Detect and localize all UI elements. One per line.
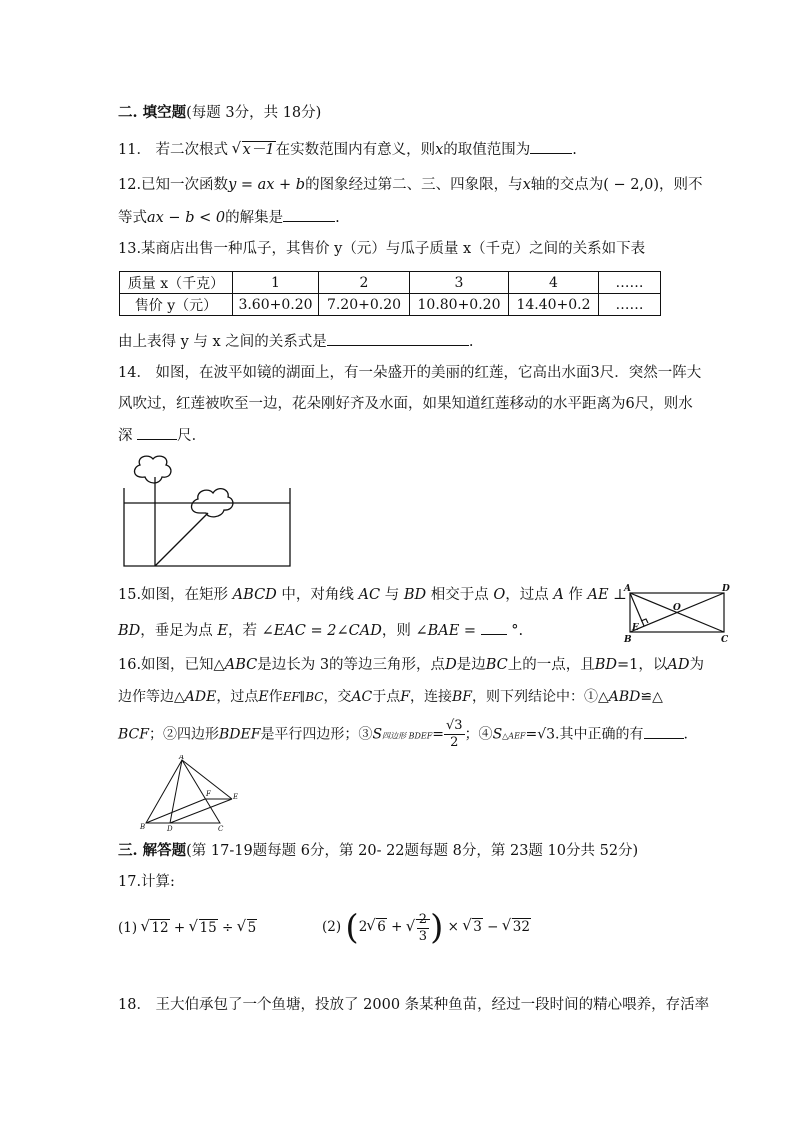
q12-end: . <box>335 210 340 226</box>
q11-text-1: 11． 若二次根式 <box>118 142 229 158</box>
q11-var: x <box>435 142 444 158</box>
q15-text: ，垂足为点 <box>140 623 213 639</box>
q14-lotus-figure <box>120 455 295 570</box>
q16-text: .其中正确的有 <box>555 726 644 743</box>
radicand: 5 <box>247 920 257 936</box>
q12-text-2: 的图象经过第二、三、四象限，与 <box>305 177 523 193</box>
q16-math: F <box>400 689 410 705</box>
q16-text: ，交 <box>323 689 352 705</box>
question-13-answer <box>118 330 473 353</box>
fraction <box>417 912 429 945</box>
q11-answer-blank[interactable] <box>530 138 572 154</box>
table-row <box>120 294 661 316</box>
q16-text: 16.如图，已知△ <box>118 657 225 673</box>
question-13-intro: 13.某商店出售一种瓜子，其售价 y（元）与瓜子质量 x（千克）之间的关系如下表 <box>118 241 646 257</box>
q15-text: ，若 <box>227 623 257 639</box>
q15-text: 15.如图，在矩形 <box>118 587 229 603</box>
q16-math: ADE <box>184 689 217 705</box>
radicand: 15 <box>199 920 217 936</box>
question-14-line-2: 风吹过，红莲被吹至一边，花朵刚好齐及水面，如果知道红莲移动的水平距离为6尺，则水 <box>118 396 693 412</box>
q16-math: EF∥BC <box>282 690 324 704</box>
q16-text: 上的一点，且 <box>507 657 595 673</box>
radicand: 32 <box>512 919 530 935</box>
q15-math: AE ⊥ <box>587 587 627 603</box>
q16-math: AC <box>351 689 373 705</box>
q13-end: . <box>468 334 474 350</box>
question-16-line-1 <box>118 654 704 676</box>
q15-math: O <box>493 587 506 603</box>
operator: + <box>391 919 403 935</box>
table-cell: 售价 y（元） <box>120 294 233 316</box>
label-E: E <box>632 623 639 633</box>
q16-math: BDEF <box>218 726 261 743</box>
q16-text: ，连接 <box>409 689 452 705</box>
q15-text: ，则 <box>381 623 411 639</box>
q15-text: 相交于点 <box>430 587 489 603</box>
q12-text-6: 的解集是 <box>225 210 284 226</box>
label-A: A <box>179 755 185 761</box>
q16-math: AD <box>667 657 690 673</box>
q12-answer-blank[interactable] <box>283 206 335 222</box>
q15-answer-blank[interactable] <box>481 619 507 635</box>
label-D: D <box>167 825 173 833</box>
q12-point: ( − 2,0) <box>603 177 660 193</box>
sqrt-32 <box>503 904 531 950</box>
lake-outline <box>124 488 290 566</box>
sqrt-6 <box>367 904 387 950</box>
q11-end: . <box>572 142 577 158</box>
q16-math: S <box>492 726 503 743</box>
question-11 <box>118 138 577 161</box>
q16-text: ，过点 <box>216 689 259 705</box>
q17-part-2 <box>322 904 531 951</box>
lotus-stem-blown <box>155 513 208 566</box>
q15-math: E <box>217 623 228 639</box>
q16-text: 作 <box>268 689 283 705</box>
q16-text: 为 <box>689 657 704 673</box>
q11-radical <box>233 139 276 161</box>
q13-table <box>119 271 661 316</box>
radicand: 3 <box>473 919 482 935</box>
table-cell: 10.80+0.20 <box>410 294 509 316</box>
left-paren: ( <box>345 907 359 948</box>
q16-answer-blank[interactable] <box>644 723 684 739</box>
table-cell: 质量 x（千克） <box>120 272 233 294</box>
question-15-line-1 <box>118 584 627 606</box>
q16-text: 是边长为 3的等边三角形，点 <box>257 657 446 673</box>
table-row <box>120 272 661 294</box>
q15-rectangle-figure <box>622 583 732 643</box>
q17-p2-label: (2) <box>322 919 342 935</box>
q16-subscript: △AEF <box>502 731 526 741</box>
q12-text-5: 等式 <box>118 210 147 226</box>
question-14-line-3 <box>118 424 206 447</box>
q16-math: ABC <box>224 657 258 673</box>
label-B: B <box>140 823 146 831</box>
q12-text-4: ，则不 <box>659 177 703 193</box>
q15-text: ，过点 <box>505 587 549 603</box>
q11-text-3: 的取值范围为 <box>443 142 531 158</box>
q12-text-1: 12.已知一次函数 <box>118 177 229 193</box>
q16-text: ≌△ <box>640 689 663 705</box>
section-3-title: 三. 解答题 <box>118 842 187 859</box>
q16-math: D <box>445 657 457 673</box>
table-cell: …… <box>599 272 661 294</box>
right-paren: ) <box>430 907 444 948</box>
q15-math: ABCD <box>232 587 277 603</box>
q16-subscript: 四边形 BDEF <box>382 731 433 741</box>
question-12-line-2 <box>118 206 340 229</box>
q11-radicand: x－1 <box>242 142 275 158</box>
label-O: O <box>673 603 681 613</box>
sqrt-12 <box>141 917 169 939</box>
section-3-heading <box>118 840 638 862</box>
q16-equals: = <box>525 726 538 743</box>
label-A: A <box>624 584 631 594</box>
q15-text: 作 <box>568 587 583 603</box>
q14-answer-blank[interactable] <box>137 424 177 440</box>
q16-triangle-figure <box>138 755 248 835</box>
table-cell: 1 <box>233 272 319 294</box>
segment-bf <box>146 799 205 823</box>
label-F: F <box>206 790 211 798</box>
label-E: E <box>233 793 239 801</box>
q16-text: 边作等边△ <box>118 689 185 705</box>
q16-math: S <box>372 726 383 743</box>
q16-value: √3 <box>537 726 556 743</box>
section-2-title: 二. 填空题 <box>118 104 187 121</box>
q16-text: 是边 <box>456 657 486 673</box>
radicand: 6 <box>377 919 386 935</box>
table-cell: 14.40+0.2 <box>509 294 599 316</box>
q16-math: BD <box>594 657 618 673</box>
q15-degree: °. <box>511 623 524 639</box>
q15-text: 中，对角线 <box>281 587 354 603</box>
label-D: D <box>722 584 730 594</box>
section-2-note: (每题 3分，共 18分) <box>186 105 322 121</box>
sqrt-fraction <box>407 905 430 951</box>
q15-math: ∠BAE = <box>415 623 477 639</box>
operator: + <box>173 920 186 936</box>
q16-text: ，则下列结论中：①△ <box>472 689 609 705</box>
table-cell: 3.60+0.20 <box>233 294 319 316</box>
fraction-numerator: √ 2 <box>418 911 428 927</box>
question-15-line-2 <box>118 619 523 642</box>
q17-p1-label: (1) <box>118 920 138 936</box>
table-cell: …… <box>599 294 661 316</box>
segment-de <box>170 799 232 823</box>
q13-answer-blank[interactable] <box>327 330 469 346</box>
q16-math: ABD <box>608 689 641 705</box>
question-17-title: 17.计算: <box>118 874 175 890</box>
q12-axis: x <box>522 177 531 193</box>
q12-function: y = ax + b <box>228 177 306 193</box>
question-16-line-3 <box>118 718 688 752</box>
sqrt-5 <box>238 917 258 939</box>
table-cell: 3 <box>410 272 509 294</box>
q16-text: =1，以 <box>617 657 668 673</box>
q16-math: BCF <box>118 726 149 743</box>
q16-text: 于点 <box>372 689 401 705</box>
question-16-line-2 <box>118 686 663 708</box>
question-18: 18． 王大伯承包了一个鱼塘，投放了 2000 条某种鱼苗，经过一段时间的精心喂养，存活率 <box>118 997 710 1013</box>
q11-text-2: 在实数范围内有意义，则 <box>275 142 436 158</box>
label-C: C <box>218 825 224 833</box>
fraction-denominator: 3 <box>418 928 428 944</box>
q15-math: A <box>553 587 564 603</box>
q13-text: 由上表得 y 与 x 之间的关系式是 <box>118 334 327 350</box>
q15-math: AC <box>358 587 381 603</box>
operator: × <box>447 919 459 935</box>
fraction-denominator: 2 <box>450 735 459 750</box>
fraction-numerator: √3 <box>446 718 463 733</box>
radicand: 12 <box>151 920 169 936</box>
q16-fraction <box>444 718 465 751</box>
q16-text: 是平行四边形；③ <box>260 726 373 743</box>
section-3-note: (第 17-19题每题 6分，第 20- 22题每题 8分，第 23题 10分共 52分) <box>186 843 639 859</box>
table-cell: 2 <box>319 272 410 294</box>
coefficient: 2 <box>358 919 368 935</box>
sqrt-3 <box>463 904 483 950</box>
question-14-line-1: 14． 如图，在波平如镜的湖面上，有一朵盛开的美丽的红莲，它高出水面3尺．突然一阵大 <box>118 365 702 381</box>
operator: ÷ <box>222 920 234 936</box>
q14-text-2: 尺． <box>177 428 207 444</box>
operator: − <box>487 919 499 935</box>
label-C: C <box>721 635 729 643</box>
q16-equals: = <box>432 726 444 743</box>
table-cell: 7.20+0.20 <box>319 294 410 316</box>
q16-text: ；②四边形 <box>148 726 219 743</box>
q15-math: BD <box>118 623 141 639</box>
q16-math: E <box>258 689 269 705</box>
q16-end: . <box>683 726 688 743</box>
question-12-line-1 <box>118 174 703 196</box>
q15-math: ∠EAC = 2∠CAD <box>261 623 382 639</box>
section-2-heading <box>118 102 321 124</box>
q12-inequality: ax − b < 0 <box>147 210 226 226</box>
flower-upright-icon <box>135 456 171 483</box>
q12-text-3: 轴的交点为 <box>530 177 604 193</box>
q16-math: BF <box>451 689 472 705</box>
q15-text: 与 <box>384 587 400 603</box>
q14-text-1: 深 <box>118 428 133 444</box>
q16-text: ；④ <box>464 726 493 743</box>
q17-part-1 <box>118 917 257 939</box>
sqrt-15 <box>190 917 218 939</box>
table-cell: 4 <box>509 272 599 294</box>
q15-math: BD <box>403 587 427 603</box>
label-B: B <box>624 635 632 643</box>
q16-math: BC <box>485 657 508 673</box>
segment-ad <box>170 760 182 823</box>
